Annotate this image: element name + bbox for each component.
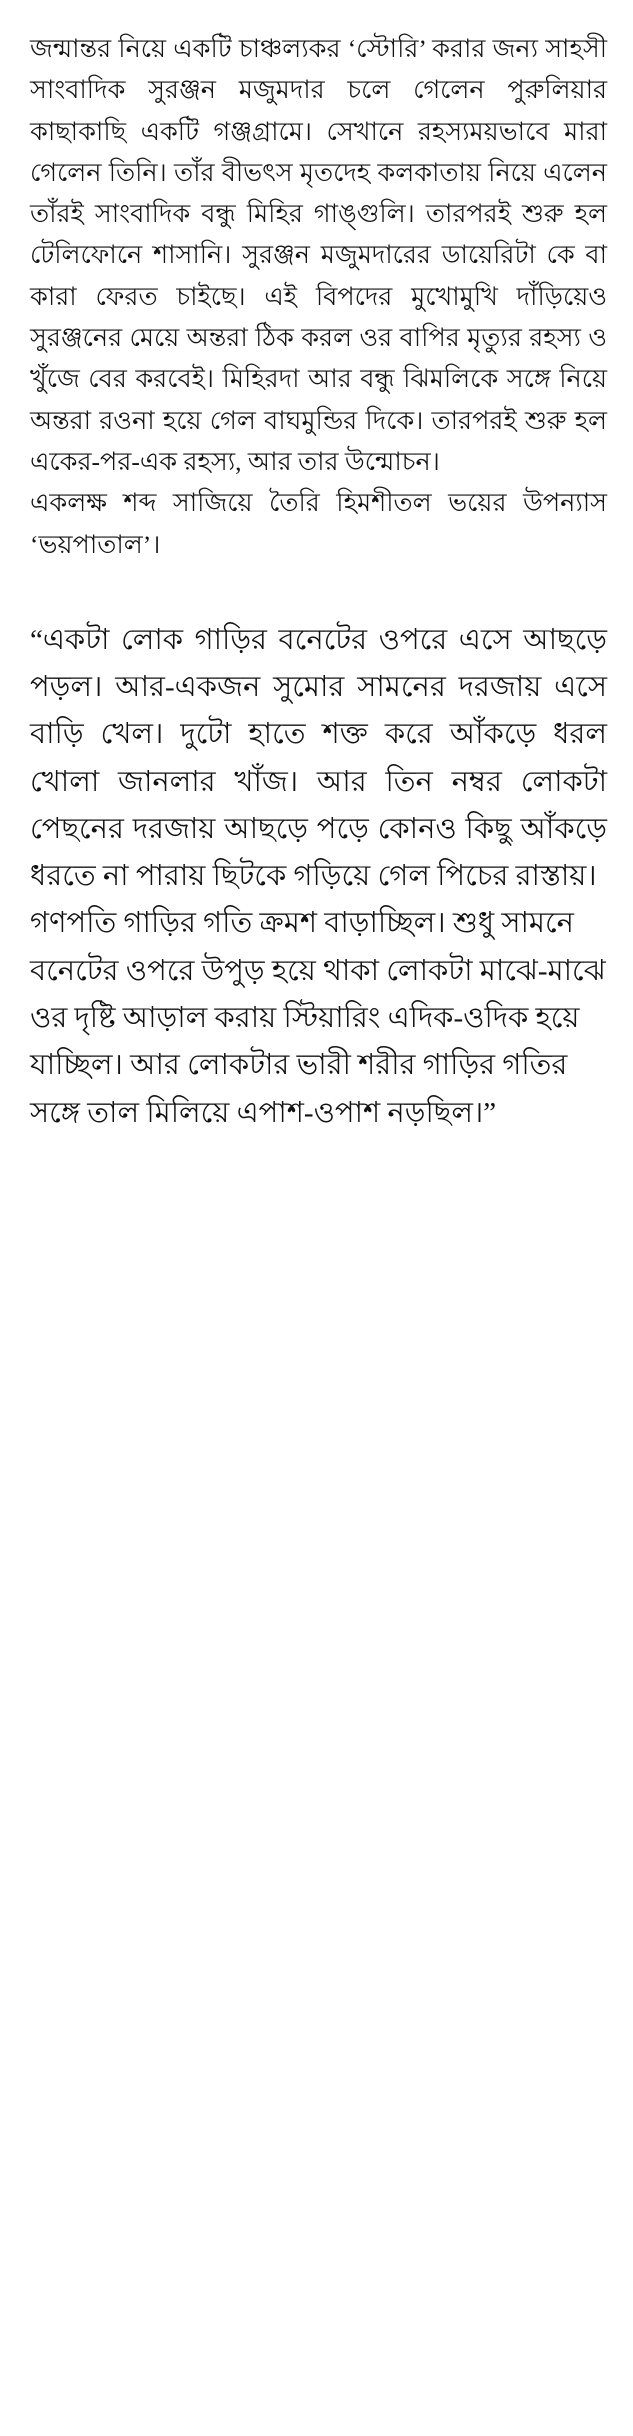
excerpt-section [30, 617, 607, 1137]
excerpt-paragraph-2: গণপতি গাড়ির গতি ক্রমশ বাড়াচ্ছিল। শুধু সামনে বনেটের ওপরে উপুড় হয়ে থাকা লোকটা মাঝে-মাঝে ওর দৃষ্টি আড়াল করায় স্টিয়ারিং এদিক-ওদিক হয়ে যাচ্ছিল। আর লোকটার ভারী শরীর গাড়ির গতির সঙ্গে তাল মিলিয়ে এপাশ-ওপাশ নড়ছিল।” [30, 907, 606, 1129]
blurb-paragraph-1: জন্মান্তর নিয়ে একটি চাঞ্চল্যকর ‘স্টোরি’ করার জন্য সাহসী সাংবাদিক সুরঞ্জন মজুমদার চলে গেলেন পুরুলিয়ার কাছাকাছি একটি গঞ্জগ্রামে। সেখানে রহস্যময়ভাবে মারা গেলেন তিনি। তাঁর বীভৎস মৃতদেহ কলকাতায় নিয়ে এলেন তাঁরই সাংবাদিক বন্ধু মিহির গাঙ্গুলি। তারপরই শুরু হল টেলিফোনে শাসানি। সুরঞ্জন মজুমদারের ডায়েরিটা কে বা কারা ফেরত চাইছে। এই বিপদের মুখোমুখি দাঁড়িয়েও সুরঞ্জনের মেয়ে অন্তরা ঠিক করল ওর বাপির মৃত্যুর রহস্য ও খুঁজে বের করবেই। মিহিরদা আর বন্ধু ঝিমলিকে সঙ্গে নিয়ে অন্তরা রওনা হয়ে গেল বাঘমুন্ডির দিকে। তারপরই শুরু হল একের-পর-এক রহস্য, আর তার উন্মোচন। [30, 34, 607, 476]
blurb-section [30, 28, 607, 565]
blurb-paragraph-2: একলক্ষ শব্দ সাজিয়ে তৈরি হিমশীতল ভয়ের উপন্যাস ‘ভয়পাতাল’। [30, 488, 607, 559]
excerpt-paragraph-1: “একটা লোক গাড়ির বনেটের ওপরে এসে আছড়ে পড়ল। আর-একজন সুমোর সামনের দরজায় এসে বাড়ি খেল। দুটো হাতে শক্ত করে আঁকড়ে ধরল খোলা জানলার খাঁজ। আর তিন নম্বর লোকটা পেছনের দরজায় আছড়ে পড়ে কোনও কিছু আঁকড়ে ধরতে না পারায় ছিটকে গড়িয়ে গেল পিচের রাস্তায়। [30, 623, 607, 893]
section-divider-space [30, 565, 607, 617]
